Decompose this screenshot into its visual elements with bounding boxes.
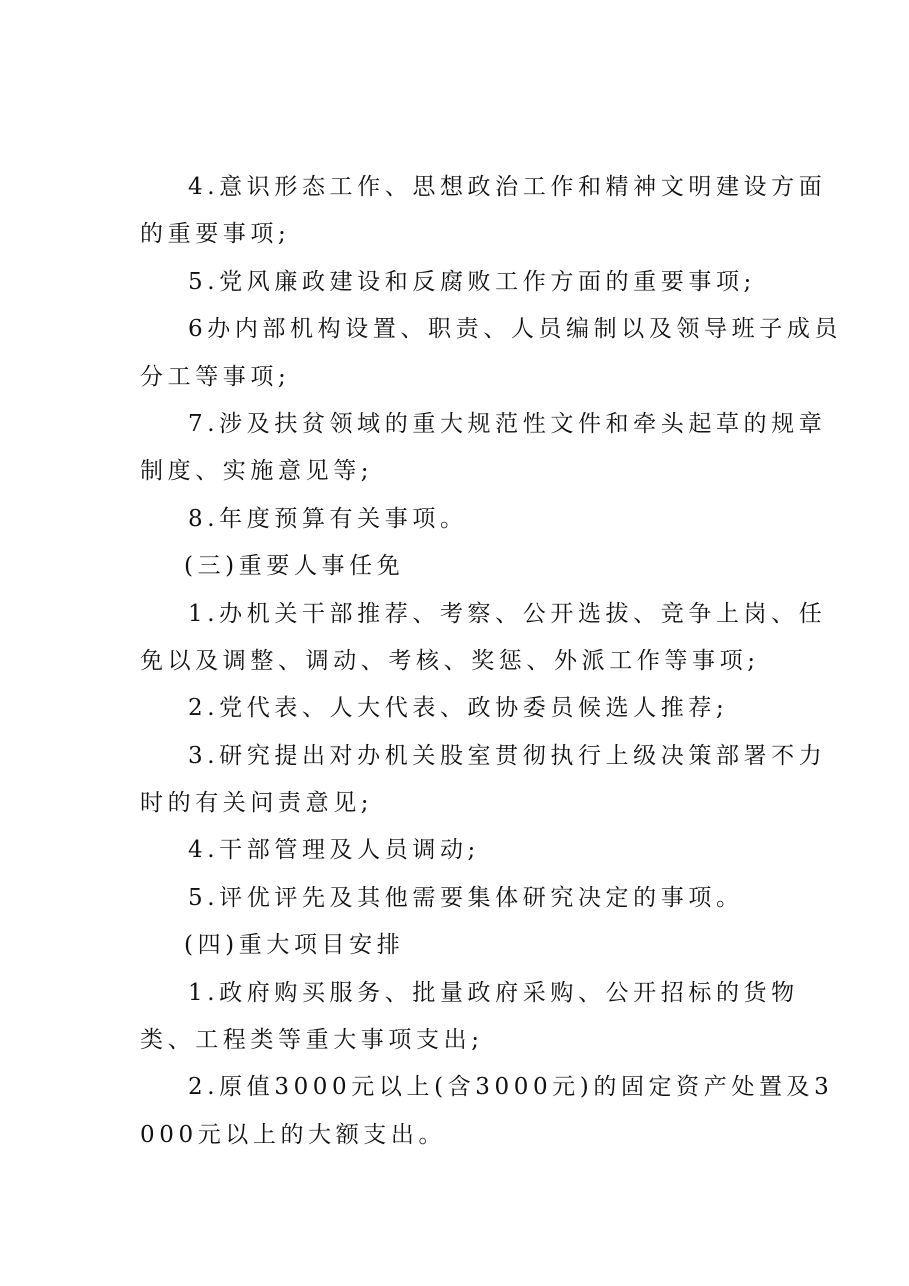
text-line: 类、工程类等重大事项支出;: [140, 1027, 484, 1054]
text-line: 5.党风廉政建设和反腐败工作方面的重要事项;: [188, 268, 756, 295]
text-line: 1.办机关干部推荐、考察、公开选拔、竞争上岗、任: [188, 600, 827, 627]
text-line: 时的有关问责意见;: [140, 790, 374, 817]
text-line: 4.意识形态工作、思想政治工作和精神文明建设方面: [188, 174, 827, 200]
text-line: 制度、实施意见等;: [140, 458, 374, 485]
text-line: 1.政府购买服务、批量政府采购、公开招标的货物: [188, 979, 799, 1006]
section-heading: (三)重要人事任免: [184, 553, 405, 580]
text-line: 7.涉及扶贫领域的重大规范性文件和牵头起草的规章: [188, 410, 827, 437]
text-line: 6办内部机构设置、职责、人员编制以及领导班子成员: [188, 316, 843, 343]
text-line: 3.研究提出对办机关股室贯彻执行上级决策部署不力: [188, 742, 827, 769]
section-heading: (四)重大项目安排: [184, 932, 405, 959]
text-line: 2.原值3000元以上(含3000元)的固定资产处置及3: [188, 1074, 834, 1101]
text-line: 免以及调整、调动、考核、奖惩、外派工作等事项;: [140, 647, 760, 674]
text-line: 分工等事项;: [140, 363, 291, 390]
text-line: 2.党代表、人大代表、政协委员候选人推荐;: [188, 695, 729, 722]
text-line: 的重要事项;: [140, 221, 291, 248]
text-line: 4.干部管理及人员调动;: [188, 837, 480, 864]
text-line: 8.年度预算有关事项。: [188, 505, 468, 532]
text-line: 000元以上的大额支出。: [140, 1121, 447, 1148]
document-body: [140, 164, 843, 1159]
text-line: 5.评优评先及其他需要集体研究决定的事项。: [188, 884, 744, 911]
